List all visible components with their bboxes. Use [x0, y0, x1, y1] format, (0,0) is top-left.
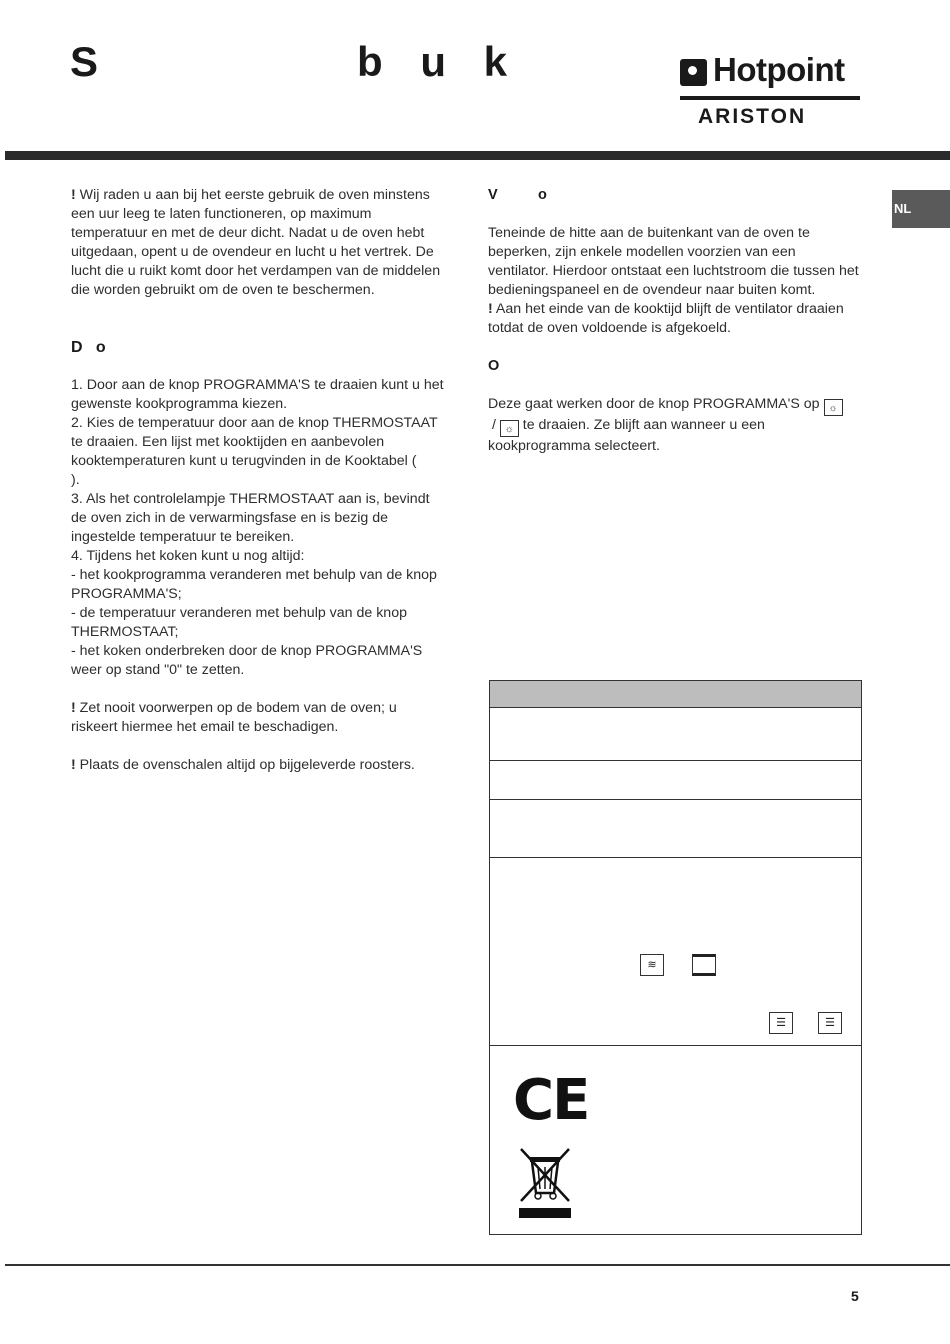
oven-light-paragraph [488, 395, 860, 456]
ce-mark: CE [513, 1068, 589, 1133]
intro-paragraph [71, 186, 446, 300]
oven-light-heading: O [488, 358, 500, 374]
list-item-temperature: - de temperatuur veranderen met behulp van de knop THERMOSTAAT; [71, 605, 407, 640]
lamp-icon: ☼ [500, 420, 519, 437]
lamp-icon: ☼ [824, 399, 843, 416]
fan-note-text: Aan het einde van de kooktijd blijft de ventilator draaien totdat de oven voldoende is afgekoeld. [488, 301, 844, 336]
logo-brand: Hotpoint [713, 51, 845, 88]
page-number: 5 [851, 1288, 859, 1304]
page-title-initial: S [70, 38, 99, 85]
warning-mark: ! [488, 301, 493, 317]
step-2: 2. Kies de temperatuur door aan de knop THERMOSTAAT te draaien. Een lijst met kooktijden en aanbevolen kooktemperaturen kunt u terugvinden in de Kooktabel ( ). [71, 415, 519, 488]
list-item-interrupt: - het koken onderbreken door de knop PROGRAMMA'S weer op stand "0" te zetten. [71, 643, 423, 678]
table-divider [490, 760, 862, 761]
warning-racks-text: Plaats de ovenschalen altijd op bijgeleverde roosters. [75, 757, 415, 773]
step-4: 4. Tijdens het koken kunt u nog altijd: [71, 548, 305, 564]
warning-bottom-text: Zet nooit voorwerpen op de bodem van de oven; u riskeert hiermee het email te beschadigen. [71, 700, 397, 735]
header-divider-bar [5, 151, 950, 160]
logo-subbrand: ARISTON [698, 105, 807, 128]
intro-text: Wij raden u aan bij het eerste gebruik de oven minstens een uur leeg te laten functioneren, op maximum temperatuur en met de deur dicht. Nadat u de oven hebt uitgedaan, opent u de ovendeur en lucht u het vertrek. De lucht die u ruikt komt door het verdampen van de middelen die worden gebruikt om de oven te beschermen. [71, 187, 441, 298]
table-divider [629, 707, 862, 708]
warning-mark: ! [71, 700, 76, 716]
logo-divider [680, 96, 860, 100]
table-header [490, 681, 861, 708]
warning-mark: ! [71, 187, 76, 203]
warning-bottom-paragraph [71, 699, 446, 737]
table-divider [490, 1045, 862, 1046]
oven-light-text-end: te draaien. Ze blijft aan wanneer u een kookprogramma selecteert. [488, 417, 765, 454]
list-item-program: - het kookprogramma veranderen met behulp van de knop PROGRAMMA'S; [71, 567, 437, 602]
cooling-fan-heading: V o [488, 187, 547, 203]
oven-light-text-start: Deze gaat werken door de knop PROGRAMMA'S op [488, 396, 820, 412]
page-title-rest: b u k [357, 38, 521, 85]
fan-note-paragraph [488, 300, 860, 338]
table-divider [490, 857, 862, 858]
oven-frame-icon [692, 954, 716, 976]
left-column [71, 186, 519, 775]
right-column [488, 186, 860, 456]
warning-mark: ! [71, 757, 76, 773]
cake-icon: ☰ [818, 1012, 842, 1034]
step-3: 3. Als het controlelampje THERMOSTAAT aan is, bevindt de oven zich in de verwarmingsfase en is bezig de ingestelde temperatuur te bereiken. [71, 491, 430, 545]
grill-icon: ≋ [640, 954, 664, 976]
crossed-out-bin-icon [517, 1147, 573, 1219]
section-heading-start: D o [71, 339, 106, 356]
cake-icon: ☰ [769, 1012, 793, 1034]
hotpoint-ariston-logo [680, 51, 860, 130]
footer-divider [5, 1264, 950, 1266]
cooling-fan-paragraph: Teneinde de hitte aan de buitenkant van de oven te beperken, zijn enkele modellen voorzien van een ventilator. Hierdoor ontstaat een luchtstroom die tussen het bedieningspaneel en de ovendeur naar buiten komt. [488, 225, 859, 298]
language-tab: NL [892, 190, 950, 228]
logo-mark-icon [680, 59, 707, 86]
step-1: 1. Door aan de knop PROGRAMMA'S te draaien kunt u het gewenste kookprogramma kiezen. [71, 377, 444, 412]
table-divider [490, 799, 862, 800]
icon-separator: / [488, 417, 500, 433]
warning-racks-paragraph [71, 756, 446, 775]
